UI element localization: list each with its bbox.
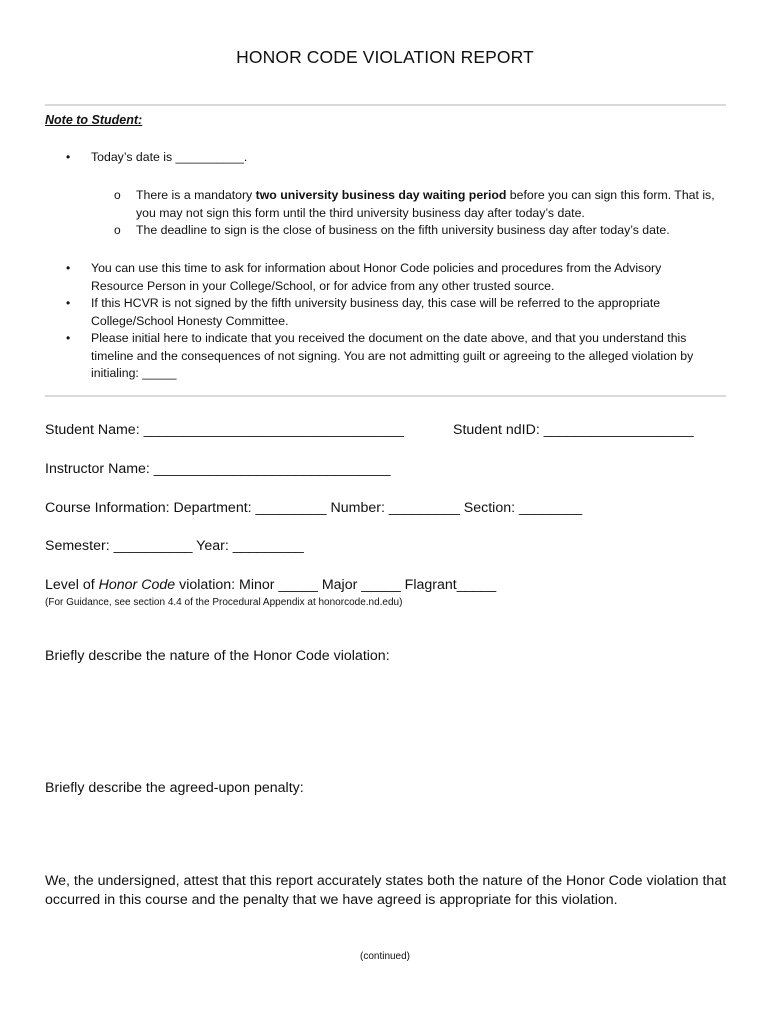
waiting-period-bold: two university business day waiting period [255,188,507,202]
violation-level-italic: Honor Code [98,577,176,593]
bullet-marker: • [66,150,71,164]
page-title: HONOR CODE VIOLATION REPORT [236,47,534,67]
waiting-period-text-pre: There is a mandatory [136,188,256,202]
divider-middle [45,395,726,397]
initial-here-text: Please initial here to indicate that you received the document on the date above, and that you understand this timeline and the consequences of not signing. You are not admitting guilt or agreeing to the alleged violation by initialing: _____ [91,331,694,380]
bullet-marker: • [66,296,71,310]
divider-top [45,104,726,106]
sub-bullet-marker: o [114,223,121,237]
waiting-period-text-post: before you can sign this form. That is, you may not sign this form until the third university business day after today’s date. [136,188,715,220]
todays-date-line: Today’s date is __________. [91,150,248,164]
course-information-field[interactable]: Course Information: Department: _________ Number: _________ Section: ________ [45,500,583,516]
semester-year-field[interactable]: Semester: __________ Year: _________ [45,538,304,554]
continued-note: (continued) [359,951,411,962]
sub-bullet-marker: o [114,188,121,202]
waiting-period-text [136,187,726,222]
note-heading: Note to Student: [45,113,143,127]
instructor-name-field[interactable]: Instructor Name: ______________________________ [45,461,391,477]
bullet-marker: • [66,261,71,275]
student-ndid-field[interactable]: Student ndID: ___________________ [453,422,694,438]
bullet-marker: • [66,331,71,345]
student-name-field[interactable]: Student Name: _________________________________ [45,422,404,438]
deadline-text: The deadline to sign is the close of business on the fifth university business day after today’s date. [136,223,670,237]
hcvr-referral-text: If this HCVR is not signed by the fifth university business day, this case will be referred to the appropriate College/School Honesty Committee. [91,296,661,328]
guidance-note: (For Guidance, see section 4.4 of the Procedural Appendix at honorcode.nd.edu) [45,597,403,608]
describe-violation-label: Briefly describe the nature of the Honor Code violation: [45,648,390,664]
describe-penalty-label: Briefly describe the agreed-upon penalty: [45,780,304,796]
violation-level-field[interactable] [45,577,496,593]
attestation-text: We, the undersigned, attest that this report accurately states both the nature of the Honor Code violation that occurred in this course and the penalty that we have agreed is appropriate for this violation. [45,873,727,908]
violation-level-pre: Level of [45,577,99,593]
violation-level-options: violation: Minor _____ Major _____ Flagrant_____ [175,577,497,593]
advisory-text: You can use this time to ask for information about Honor Code policies and procedures from the Advisory Resource Person in your College/School, or for advice from any other trusted source. [91,261,662,293]
